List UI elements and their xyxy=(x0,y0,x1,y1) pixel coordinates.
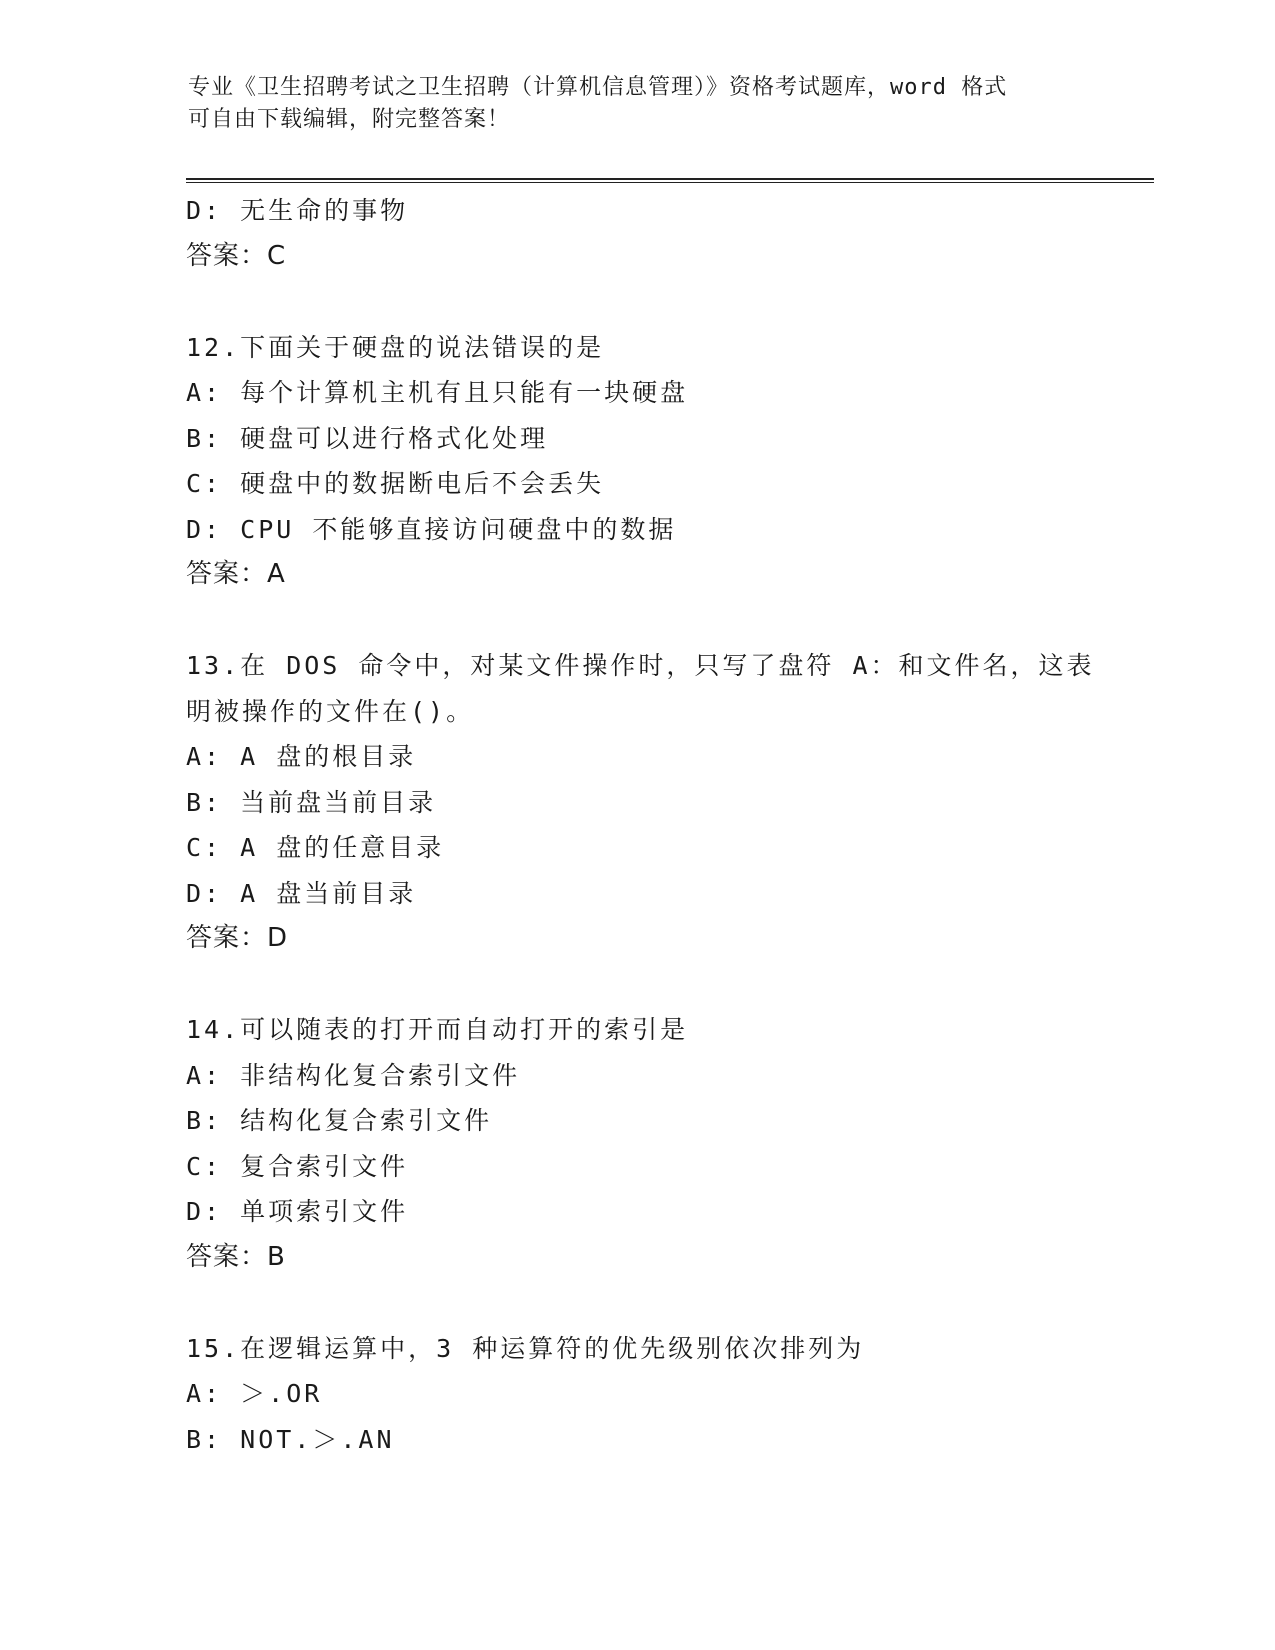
question-block xyxy=(186,643,1146,962)
option-d: D: 无生命的事物 xyxy=(186,196,409,225)
option-a: A: A 盘的根目录 xyxy=(186,742,417,771)
spacer xyxy=(186,279,1146,325)
header-line-2: 可自由下载编辑，附完整答案！ xyxy=(188,107,511,132)
option-d: D: 单项索引文件 xyxy=(186,1197,409,1226)
answer-label: 答案：A xyxy=(186,559,286,589)
question-block xyxy=(186,1007,1146,1280)
question-text-continued: 明被操作的文件在()。 xyxy=(186,696,475,726)
question-block xyxy=(186,1326,1146,1463)
question-text: 13.在 DOS 命令中，对某文件操作时，只写了盘符 A：和文件名，这表 xyxy=(186,651,1095,680)
spacer xyxy=(186,598,1146,644)
option-c: C: 复合索引文件 xyxy=(186,1151,409,1181)
header-divider-thick xyxy=(186,178,1154,180)
spacer xyxy=(186,962,1146,1008)
option-b: B: NOT.＞.AN xyxy=(186,1424,395,1454)
option-a: A: 非结构化复合索引文件 xyxy=(186,1060,521,1090)
option-b: B: 当前盘当前目录 xyxy=(186,787,437,817)
answer-label: 答案：C xyxy=(186,240,287,271)
question-text: 12.下面关于硬盘的说法错误的是 xyxy=(186,332,605,362)
option-a: A: ＞.OR xyxy=(186,1379,323,1408)
question-text: 15.在逻辑运算中，3 种运算符的优先级别依次排列为 xyxy=(186,1333,865,1363)
option-a: A: 每个计算机主机有且只能有一块硬盘 xyxy=(186,378,689,407)
document-header xyxy=(188,72,1068,136)
option-b: B: 硬盘可以进行格式化处理 xyxy=(186,423,549,453)
header-line-1: 专业《卫生招聘考试之卫生招聘（计算机信息管理）》资格考试题库，word 格式 xyxy=(188,75,1008,100)
question-text: 14.可以随表的打开而自动打开的索引是 xyxy=(186,1015,689,1044)
spacer xyxy=(186,1280,1146,1326)
question-list xyxy=(186,188,1146,1462)
option-b: B: 结构化复合索引文件 xyxy=(186,1106,493,1135)
option-d: D: CPU 不能够直接访问硬盘中的数据 xyxy=(186,514,677,544)
answer-label: 答案：B xyxy=(186,1241,286,1272)
option-d: D: A 盘当前目录 xyxy=(186,878,417,908)
question-block xyxy=(186,325,1146,598)
option-c: C: A 盘的任意目录 xyxy=(186,833,445,862)
answer-label: 答案：D xyxy=(186,923,289,953)
option-c: C: 硬盘中的数据断电后不会丢失 xyxy=(186,469,605,498)
header-divider-thin xyxy=(186,182,1154,183)
